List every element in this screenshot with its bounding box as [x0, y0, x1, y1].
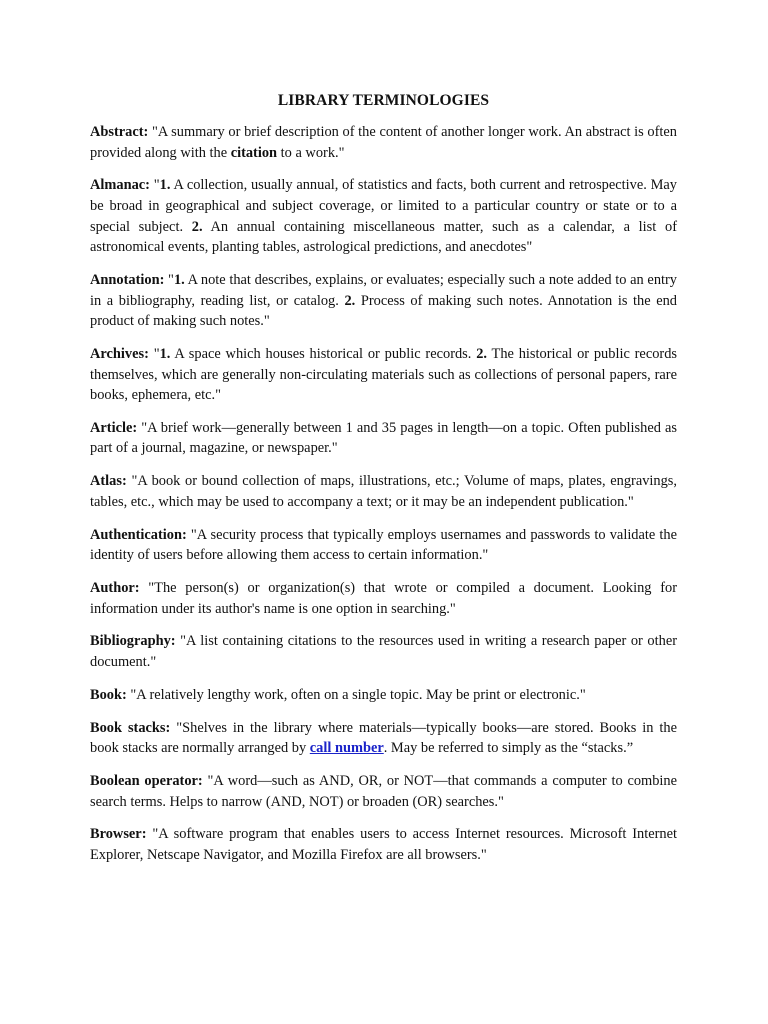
emphasis-text: 1.: [159, 345, 171, 362]
page-title: LIBRARY TERMINOLOGIES: [277, 92, 490, 109]
glossary-term: Abstract:: [90, 124, 149, 140]
glossary-entry: [90, 631, 677, 672]
glossary-entry: [90, 471, 677, 512]
definition-text: ": [149, 177, 160, 194]
glossary-term: Almanac:: [90, 177, 150, 194]
definition-text: "A brief work—generally between 1 and 35 pages in length—on a topic. Often published as part of a journal, magazine, or newspaper.": [90, 419, 677, 457]
definition-text: "The person(s) or organization(s) that wrote or compiled a document. Looking for information under its author's name is one option in searching.": [90, 580, 677, 617]
glossary-term: Book stacks:: [90, 719, 171, 736]
emphasis-text: 2.: [191, 218, 203, 235]
definition-text: ": [164, 271, 174, 288]
definition-text: "A software program that enables users to access Internet resources. Microsoft Internet Explorer, Netscape Navigator, and Mozilla Firefox are all browsers.": [90, 826, 677, 863]
glossary-term: Archives:: [90, 345, 149, 362]
definition-text: A note that describes, explains, or evaluates; especially such a note added to an entry in a bibliography, reading list, or catalog.: [90, 271, 677, 309]
glossary-term: Authentication:: [90, 526, 187, 543]
definition-text: Process of making such notes. Annotation is the end product of making such notes.": [90, 292, 678, 330]
emphasis-text: citation: [230, 144, 278, 161]
emphasis-text: 1.: [159, 177, 171, 194]
definition-text: to a work.": [277, 144, 345, 161]
emphasis-text: 2.: [344, 292, 356, 309]
emphasis-text: 1.: [173, 271, 185, 288]
glossary-entry: [90, 685, 677, 706]
glossary-entry: [90, 718, 677, 759]
glossary-entry: [90, 771, 677, 812]
glossary-term: Boolean operator:: [90, 772, 203, 789]
definition-text: ": [148, 345, 160, 362]
glossary-entry: [90, 824, 677, 865]
glossary-entry: [90, 270, 677, 332]
glossary-term: Author:: [90, 580, 140, 596]
definition-text: "A summary or brief description of the content of another longer work. An abstract is often provided along with the: [90, 124, 677, 161]
glossary-entry: [90, 175, 677, 257]
document-page: [90, 92, 677, 878]
glossary-term: Bibliography:: [90, 633, 176, 650]
glossary-term: Browser:: [90, 826, 147, 843]
call-number-link[interactable]: call number: [309, 740, 384, 757]
definition-text: . May be referred to simply as the “stacks.”: [383, 740, 634, 757]
definition-text: "A list containing citations to the resources used in writing a research paper or other document.": [90, 633, 677, 670]
definition-text: "A book or bound collection of maps, illustrations, etc.; Volume of maps, plates, engravings, tables, etc., which may be used to accompany a text; or it may be an independent publication.": [90, 473, 677, 510]
definition-text: An annual containing miscellaneous matter, such as a calendar, a list of astronomical events, planting tables, astrological predictions, and anecdotes": [90, 218, 677, 256]
glossary-entry: [90, 344, 677, 406]
glossary-term: Article:: [90, 419, 138, 436]
glossary-term: Book:: [90, 686, 127, 703]
definition-text: "A word—such as AND, OR, or NOT—that commands a computer to combine search terms. Helps to narrow (AND, NOT) or broaden (OR) searches.": [90, 772, 678, 810]
definition-text: "Shelves in the library where materials—typically books—are stored. Books in the book stacks are normally arranged by: [90, 719, 677, 757]
emphasis-text: 2.: [476, 345, 487, 362]
glossary-term: Atlas:: [90, 473, 127, 490]
definition-text: The historical or public records themselves, which are generally non-circulating materials such as collections of personal papers, rare books, ephemera, etc.": [90, 345, 677, 404]
glossary-term: Annotation:: [90, 271, 165, 288]
glossary-entry: [90, 418, 677, 459]
definition-text: "A security process that typically employs usernames and passwords to validate the identity of users before allowing them access to certain information.": [90, 526, 677, 564]
glossary-entry: [90, 578, 677, 619]
definition-text: A collection, usually annual, of statistics and facts, both current and retrospective. May be broad in geographical and subject coverage, or limited to a particular country or state or to a special subject.: [90, 177, 677, 235]
definition-text: A space which houses historical or public records.: [170, 345, 477, 362]
definition-text: "A relatively lengthy work, often on a single topic. May be print or electronic.": [126, 686, 586, 703]
glossary-entry: [90, 122, 677, 163]
glossary-entry: [90, 525, 677, 566]
glossary-list: [90, 122, 677, 865]
